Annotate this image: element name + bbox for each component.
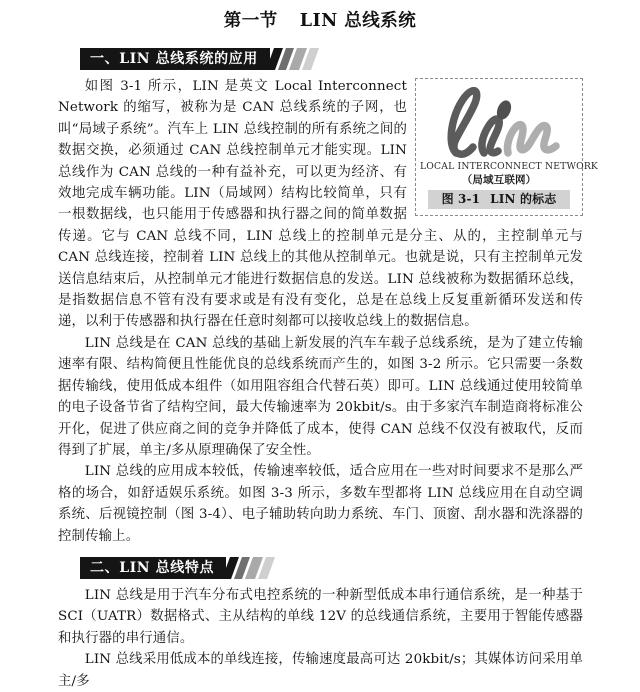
section-1-body (58, 76, 598, 547)
page-title-main: LIN 总线系统 (299, 11, 417, 31)
figure-caption (428, 190, 570, 209)
page-title (0, 0, 640, 32)
paragraph: LIN 总线的应用成本较低，传输速率较低，适合应用在一些对时间要求不是那么严格的场合，如舒适娱乐系统。如图 3-3 所示，多数车型都将 LIN 总线应用在自动空调系统、后视镜控制（图 3-4）、电子辅助转向助力系统、车门、顶窗、刮水器和洗涤器的控制传输上。 (58, 464, 583, 544)
section-header-1 (80, 48, 342, 70)
logo-subtitle-cn: （局域互联网） (461, 174, 537, 186)
page-title-prefix: 第一节 (223, 11, 278, 31)
section-header-1-decoration (270, 48, 342, 70)
section-2-body (58, 585, 583, 692)
paragraph: 如图 3-1 所示，LIN 是英文 Local Interconnect Network 的缩写，被称为是 CAN 总线系统的子网，也叫“局域子系统”。汽车上 LIN 总线控制的所有系统之间的数据交换，必须通过 CAN 总线控制单元才能实现。LIN 总线作为 CAN 总线的一种有益补充，可以更为经济、有效地完成车辆功能。LIN（局域网）结构比较简单，只有一根数据线，也只能用于传感器和执行器之间的简单数据传递。它与 CAN 总线不同，LIN 总线上的控制单元是分主、从的，主控制单元与 CAN 总线连接，控制着 LIN 总线上的其他从控制单元。也就是说，只有主控制单元发送信息结束后，从控制单元才能进行数据信息的发送。LIN 总线被称为数据循环总线，是指数据信息不管有没有要求或是有没有变化，总是在总线上反复重新循环发送和传递，以利于传感器和执行器在任意时刻都可以接收总线上的数据信息。 (58, 79, 583, 330)
figure-3-1 (415, 78, 598, 216)
spacer (0, 547, 640, 557)
lin-logo-icon (420, 84, 578, 160)
figure-caption-text: LIN 的标志 (490, 192, 557, 206)
paragraph: LIN 总线是用于汽车分布式电控系统的一种新型低成本串行通信系统，是一种基于 SCI（UATR）数据格式、主从结构的单线 12V 的总线通信系统，主要用于智能传感器和执行器的串行通信。 (58, 587, 583, 646)
section-header-1-label: 一、LIN 总线系统的应用 (80, 48, 270, 70)
section-header-2 (80, 557, 312, 579)
figure-caption-number: 图 3-1 (441, 192, 481, 206)
logo-subtitle-en: LOCAL INTERCONNECT NETWORK (420, 161, 598, 172)
paragraph: LIN 总线是在 CAN 总线的基础上新发展的汽车车载子总线系统，是为了建立传输速率有限、结构简便且性能优良的总线系统而产生的，如图 3-2 所示。它只需要一条数据传输线，使用低成本组件（如用阻容组合代替石英）即可。LIN 总线通过使用较简单的电子设备节省了结构空间，最大传输速率为 20kbit/s。由于多家汽车制造商将标准公开化，促进了供应商之间的竞争并降低了成本，使得 CAN 总线不仅没有被取代，反而得到了扩展，单主/多从原理确保了安全性。 (58, 335, 583, 458)
paragraph: LIN 总线采用低成本的单线连接，传输速度最高可达 20kbit/s；其媒体访问采用单主/多 (58, 652, 583, 689)
spacer (0, 32, 640, 48)
section-header-2-label: 二、LIN 总线特点 (80, 557, 226, 579)
section-header-2-decoration (226, 557, 312, 579)
